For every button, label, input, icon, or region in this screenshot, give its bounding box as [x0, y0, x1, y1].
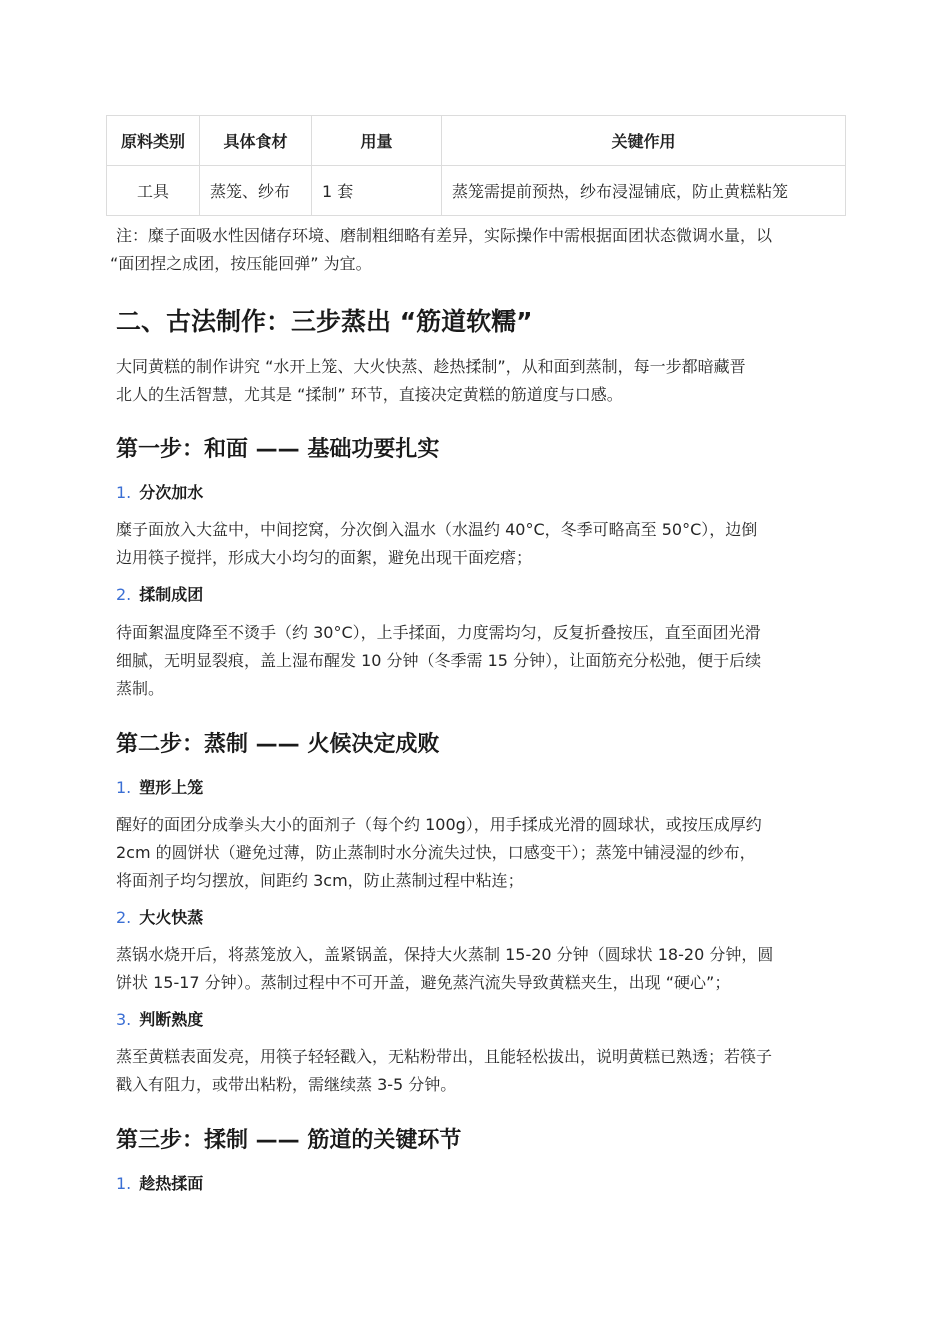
paragraph-line: 细腻，无明显裂痕，盖上湿布醒发 10 分钟（冬季需 15 分钟），让面筋充分松弛，便于后续 [116, 651, 762, 670]
list-paragraph [116, 811, 840, 895]
list-label: 趁热揉面 [139, 1174, 204, 1193]
list-item [116, 1172, 203, 1196]
list-number: 2. [116, 908, 132, 927]
list-number: 3. [116, 1010, 132, 1029]
paragraph-line: 蒸制。 [116, 679, 165, 698]
paragraph-line: 糜子面放入大盆中，中间挖窝，分次倒入温水（水温约 40°C，冬季可略高至 50°C），边倒 [116, 520, 758, 539]
note-line: 注：糜子面吸水性因储存环境、磨制粗细略有差异，实际操作中需根据面团状态微调水量，以 [116, 226, 773, 245]
list-item [116, 906, 203, 930]
table-cell: 蒸笼、纱布 [200, 166, 312, 216]
table-header-cell: 用量 [312, 116, 442, 166]
paragraph-line: 2cm 的圆饼状（避免过薄，防止蒸制时水分流失过快，口感变干）；蒸笼中铺浸湿的纱布， [116, 843, 756, 862]
paragraph-line: 将面剂子均匀摆放，间距约 3cm，防止蒸制过程中粘连； [116, 871, 524, 890]
list-label: 塑形上笼 [139, 778, 204, 797]
section-heading: 二、古法制作：三步蒸出 “筋道软糯” [116, 307, 533, 336]
list-label: 揉制成团 [139, 585, 204, 604]
table-row [107, 166, 846, 216]
paragraph-line: 边用筷子搅拌，形成大小均匀的面絮，避免出现干面疙瘩； [116, 548, 533, 567]
table-cell: 蒸笼需提前预热，纱布浸湿铺底，防止黄糕粘笼 [442, 166, 846, 216]
paragraph-line: 醒好的面团分成拳头大小的面剂子（每个约 100g），用手揉成光滑的圆球状，或按压成厚约 [116, 815, 762, 834]
paragraph-line: 蒸锅水烧开后，将蒸笼放入，盖紧锅盖，保持大火蒸制 15-20 分钟（圆球状 18-20 分钟，圆 [116, 945, 774, 964]
paragraph-line: 戳入有阻力，或带出粘粉，需继续蒸 3-5 分钟。 [116, 1075, 457, 1094]
table-cell: 工具 [107, 166, 200, 216]
note-line: “面团捏之成团，按压能回弹” 为宜。 [110, 254, 372, 273]
step-heading: 第一步：和面 —— 基础功要扎实 [116, 437, 440, 462]
list-paragraph [116, 619, 840, 703]
list-paragraph [116, 516, 840, 572]
table-note [110, 222, 840, 278]
table-header-cell: 具体食材 [200, 116, 312, 166]
list-number: 1. [116, 778, 132, 797]
table-header-cell: 原料类别 [107, 116, 200, 166]
list-number: 2. [116, 585, 132, 604]
list-number: 1. [116, 483, 132, 502]
list-item [116, 1008, 203, 1032]
table-header-row [107, 116, 846, 166]
list-label: 大火快蒸 [139, 908, 204, 927]
step-heading: 第二步：蒸制 —— 火候决定成败 [116, 732, 440, 757]
list-item [116, 776, 203, 800]
list-paragraph [116, 941, 840, 997]
list-label: 判断熟度 [139, 1010, 204, 1029]
list-item [116, 481, 203, 505]
paragraph-line: 饼状 15-17 分钟）。蒸制过程中不可开盖，避免蒸汽流失导致黄糕夹生，出现 “硬心”； [116, 973, 731, 992]
table-header-cell: 关键作用 [442, 116, 846, 166]
section-intro [116, 353, 840, 409]
ingredients-table [106, 115, 846, 216]
paragraph-line: 蒸至黄糕表面发亮，用筷子轻轻戳入，无粘粉带出，且能轻松拔出，说明黄糕已熟透；若筷子 [116, 1047, 773, 1066]
paragraph-line: 北人的生活智慧，尤其是 “揉制” 环节，直接决定黄糕的筋道度与口感。 [116, 385, 623, 404]
paragraph-line: 大同黄糕的制作讲究 “水开上笼、大火快蒸、趁热揉制”，从和面到蒸制，每一步都暗藏晋 [116, 357, 746, 376]
paragraph-line: 待面絮温度降至不烫手（约 30°C），上手揉面，力度需均匀，反复折叠按压，直至面团光滑 [116, 623, 761, 642]
list-label: 分次加水 [139, 483, 204, 502]
table-cell: 1 套 [312, 166, 442, 216]
step-heading: 第三步：揉制 —— 筋道的关键环节 [116, 1128, 462, 1153]
list-paragraph [116, 1043, 840, 1099]
list-number: 1. [116, 1174, 132, 1193]
list-item [116, 583, 203, 607]
